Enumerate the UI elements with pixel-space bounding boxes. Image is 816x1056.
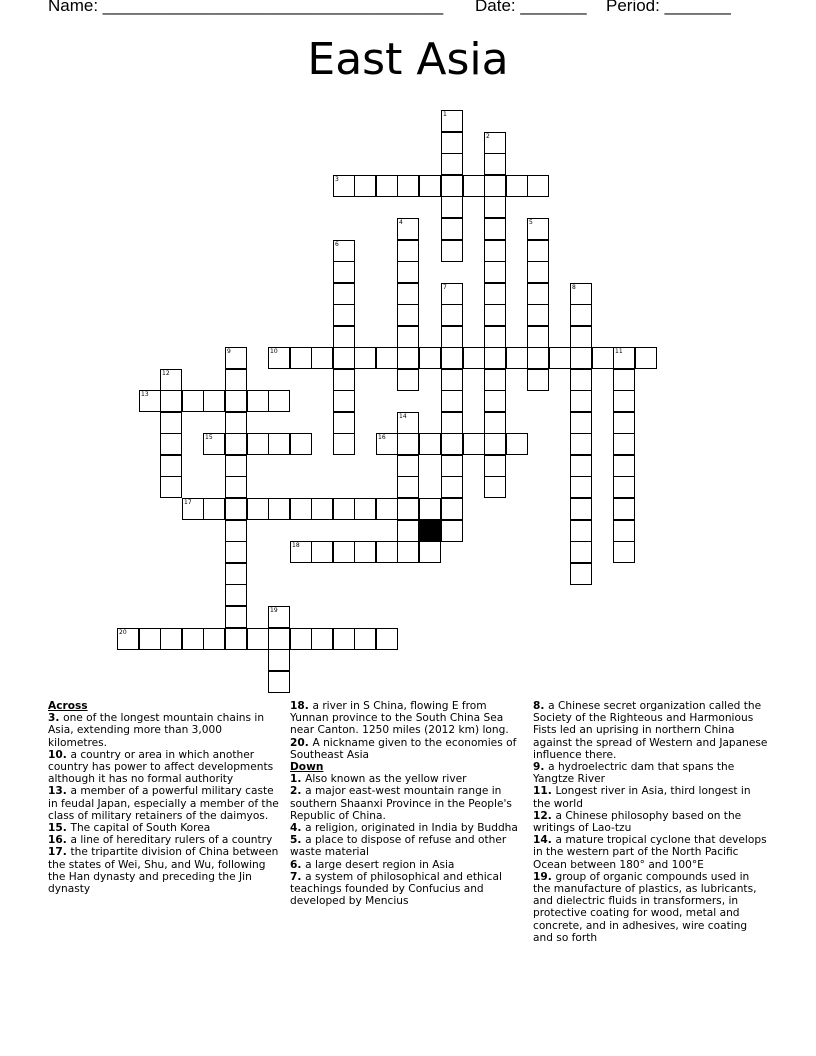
grid-cell[interactable] [290,498,312,520]
grid-cell[interactable] [290,433,312,455]
grid-cell[interactable] [354,347,376,369]
clue-item [48,785,284,822]
grid-cell[interactable] [354,175,376,197]
grid-cell[interactable] [441,498,463,520]
grid-cell[interactable] [570,326,592,348]
grid-cell[interactable] [484,283,506,305]
grid-cell[interactable] [570,304,592,326]
grid-cell[interactable] [419,347,441,369]
clue-number: 11 [615,348,623,355]
grid-cell[interactable] [225,541,247,563]
grid-cell[interactable] [333,390,355,412]
grid-cell[interactable] [527,326,549,348]
grid-cell[interactable] [397,412,419,434]
grid-cell[interactable] [570,476,592,498]
clue-num: 19. [533,870,556,883]
grid-cell[interactable] [441,369,463,391]
clue-number: 10 [270,348,278,355]
clue-number: 17 [184,499,192,506]
grid-cell[interactable] [419,498,441,520]
grid-cell[interactable] [613,390,635,412]
grid-cell[interactable] [397,347,419,369]
clue-text: a Chinese philosophy based on the writings of Lao-tzu [533,809,742,835]
clue-number: 16 [378,434,386,441]
grid-cell[interactable] [311,628,333,650]
grid-cell[interactable] [484,347,506,369]
clue-item [290,737,526,761]
grid-cell[interactable] [225,584,247,606]
grid-cell[interactable] [397,369,419,391]
grid-cell[interactable] [441,283,463,305]
grid-cell[interactable] [268,649,290,671]
clue-number: 8 [572,284,576,291]
grid-cell[interactable] [311,541,333,563]
clue-item [48,834,284,846]
grid-cell[interactable] [484,132,506,154]
grid-cell[interactable] [484,476,506,498]
grid-cell[interactable] [247,390,269,412]
grid-cell[interactable] [527,304,549,326]
clue-text: group of organic compounds used in the manufacture of plastics, as lubricants, and dielectric fluids in transformers, in protective coating for wood, metal and concrete, and in adhesives, wire coating and so forth [533,870,757,944]
grid-cell[interactable] [441,110,463,132]
grid-cell[interactable] [333,240,355,262]
grid-cell[interactable] [182,390,204,412]
grid-cell[interactable] [527,175,549,197]
grid-cell[interactable] [376,347,398,369]
grid-cell[interactable] [268,433,290,455]
grid-cell[interactable] [613,455,635,477]
grid-cell[interactable] [247,628,269,650]
clue-item [533,834,769,871]
clue-num: 11. [533,785,556,798]
grid-cell[interactable] [570,433,592,455]
clue-text: Longest river in Asia, third longest in the world [533,785,751,810]
clue-text: Also known as the yellow river [305,773,467,786]
grid-cell[interactable] [397,326,419,348]
clue-num: 4. [290,822,306,835]
clue-number: 7 [443,284,447,291]
clue-item [290,785,526,822]
grid-cell[interactable] [613,476,635,498]
down-heading: Down [290,761,324,774]
grid-cell[interactable] [139,390,161,412]
grid-cell[interactable] [484,304,506,326]
grid-cell[interactable] [225,433,247,455]
grid-cell[interactable] [225,476,247,498]
clue-item [48,846,284,895]
clue-text: a mature tropical cyclone that develops in the western part of the North Pacific Ocean between 180° and 100°E [533,834,767,871]
grid-cell[interactable] [354,498,376,520]
clue-text: a place to dispose of refuse and other waste material [290,834,507,859]
clue-text: a member of a powerful military caste in feudal Japan, especially a member of the class of military retainers of the daimyos. [48,785,279,822]
clue-num: 18. [290,700,313,712]
grid-cell[interactable] [441,153,463,175]
down-clue-list [290,773,526,907]
grid-cell[interactable] [527,218,549,240]
grid-cell[interactable] [484,240,506,262]
clue-num: 16. [48,834,71,847]
grid-cell[interactable] [160,433,182,455]
clues-column-1 [48,700,284,895]
clue-text: a river in S China, flowing E from Yunnan province to the South China Sea near Canton. 1250 miles (2012 km) long. [290,700,509,737]
clue-text: a religion, originated in India by Buddha [305,822,518,835]
period-field[interactable]: Period: _______ [606,0,731,15]
grid-cell[interactable] [441,347,463,369]
grid-cell[interactable] [484,196,506,218]
clue-num: 2. [290,785,306,798]
grid-cell[interactable] [441,196,463,218]
grid-cell[interactable] [268,498,290,520]
grid-cell[interactable] [397,240,419,262]
grid-cell[interactable] [225,390,247,412]
grid-cell[interactable] [354,628,376,650]
grid-cell[interactable] [441,390,463,412]
grid-cell[interactable] [441,412,463,434]
grid-cell[interactable] [419,175,441,197]
clue-text: The capital of South Korea [70,822,211,835]
grid-cell[interactable] [484,175,506,197]
clue-num: 20. [290,736,313,749]
grid-cell[interactable] [376,498,398,520]
clue-text: a large desert region in Asia [305,858,455,871]
clue-number: 3 [335,176,339,183]
grid-cell[interactable] [484,455,506,477]
grid-cell[interactable] [613,369,635,391]
grid-cell[interactable] [397,498,419,520]
grid-cell[interactable] [139,628,161,650]
clue-number: 9 [227,348,231,355]
clue-item [533,700,769,761]
grid-cell[interactable] [117,628,139,650]
grid-cell[interactable] [290,628,312,650]
clue-item [48,749,284,786]
grid-cell[interactable] [268,347,290,369]
grid-cell[interactable] [397,541,419,563]
clue-number: 6 [335,241,339,248]
grid-cell[interactable] [376,175,398,197]
grid-cell[interactable] [333,261,355,283]
clue-num: 3. [48,712,64,725]
grid-cell[interactable] [527,369,549,391]
clue-text: one of the longest mountain chains in Asia, extending more than 3,000 kilometres. [48,712,265,749]
clue-item [290,822,526,834]
grid-cell[interactable] [311,347,333,369]
grid-cell[interactable] [268,628,290,650]
clue-num: 5. [290,834,306,847]
clue-number: 15 [205,434,213,441]
grid-cell[interactable] [484,153,506,175]
grid-cell[interactable] [570,347,592,369]
grid-cell[interactable] [549,347,571,369]
grid-cell[interactable] [160,412,182,434]
grid-cell[interactable] [397,283,419,305]
name-field[interactable]: Name: ____________________________________ [48,0,444,15]
grid-cell[interactable] [376,433,398,455]
grid-cell[interactable] [484,218,506,240]
clue-num: 9. [533,761,549,774]
grid-cell[interactable] [333,412,355,434]
grid-cell[interactable] [397,455,419,477]
grid-cell[interactable] [570,390,592,412]
clue-number: 4 [399,219,403,226]
grid-cell[interactable] [225,498,247,520]
grid-cell[interactable] [160,455,182,477]
grid-cell[interactable] [397,218,419,240]
grid-cell[interactable] [333,433,355,455]
clue-text: the tripartite division of China between the states of Wei, Shu, and Wu, following the Han dynasty and preceding the Jin dynasty [48,846,279,896]
clue-num: 6. [290,858,306,871]
clue-number: 2 [486,133,490,140]
grid-cell[interactable] [225,455,247,477]
grid-cell[interactable] [333,175,355,197]
grid-cell[interactable] [247,433,269,455]
grid-cell[interactable] [333,283,355,305]
page-title: East Asia [307,34,509,85]
clue-num: 8. [533,700,549,712]
grid-cell[interactable] [527,240,549,262]
grid-cell[interactable] [397,520,419,542]
grid-cell[interactable] [441,433,463,455]
grid-cell[interactable] [441,175,463,197]
clues-column-2 [290,700,526,907]
grid-cell[interactable] [570,412,592,434]
clue-number: 1 [443,111,447,118]
grid-cell[interactable] [570,498,592,520]
grid-cell[interactable] [225,520,247,542]
grid-cell[interactable] [333,498,355,520]
grid-cell[interactable] [463,433,485,455]
grid-cell[interactable] [333,347,355,369]
grid-cell[interactable] [441,304,463,326]
clue-number: 12 [162,370,170,377]
grid-cell[interactable] [268,606,290,628]
clue-item [533,871,769,944]
grid-cell[interactable] [225,563,247,585]
grid-cell[interactable] [506,175,528,197]
grid-cell[interactable] [397,304,419,326]
clue-text: a line of hereditary rulers of a country [70,834,273,847]
grid-cell[interactable] [182,628,204,650]
grid-cell[interactable] [268,671,290,693]
grid-cell[interactable] [419,541,441,563]
grid-cell[interactable] [484,412,506,434]
grid-cell[interactable] [225,369,247,391]
grid-cell[interactable] [463,175,485,197]
grid-cell[interactable] [268,390,290,412]
grid-cell[interactable] [333,541,355,563]
grid-cell[interactable] [506,347,528,369]
grid-cell[interactable] [570,283,592,305]
clue-number: 20 [119,629,127,636]
grid-cell[interactable] [570,541,592,563]
grid-cell[interactable] [354,541,376,563]
student-info-header [0,0,816,22]
grid-cell[interactable] [613,520,635,542]
grid-cell[interactable] [290,541,312,563]
clue-num: 15. [48,822,71,835]
clue-text: a hydroelectric dam that spans the Yangtze River [533,761,735,786]
grid-cell[interactable] [333,369,355,391]
grid-cell[interactable] [484,433,506,455]
clue-number: 13 [141,391,149,398]
clue-text: a Chinese secret organization called the Society of the Righteous and Harmonious Fists led an uprising in northern China against the spread of Western and Japanese influence there. [533,700,768,761]
date-field[interactable]: Date: _______ [475,0,587,15]
clue-text: a country or area in which another country has power to affect developments although it has no formal authority [48,748,274,786]
grid-cell[interactable] [419,433,441,455]
grid-cell[interactable] [225,628,247,650]
clue-item [290,834,526,858]
grid-cell[interactable] [376,541,398,563]
grid-cell[interactable] [570,369,592,391]
grid-cell[interactable] [441,455,463,477]
grid-cell[interactable] [484,369,506,391]
grid-cell[interactable] [203,498,225,520]
black-square [419,520,441,542]
clue-text: a system of philosophical and ethical teachings founded by Confucius and developed by Mencius [290,870,502,908]
grid-cell[interactable] [613,347,635,369]
grid-cell[interactable] [441,240,463,262]
across-clue-list-cont [290,700,526,761]
grid-cell[interactable] [613,541,635,563]
grid-cell[interactable] [160,390,182,412]
grid-cell[interactable] [333,628,355,650]
grid-cell[interactable] [376,628,398,650]
clue-num: 17. [48,846,71,859]
grid-cell[interactable] [441,476,463,498]
grid-cell[interactable] [203,390,225,412]
grid-cell[interactable] [506,433,528,455]
grid-cell[interactable] [570,455,592,477]
grid-cell[interactable] [527,347,549,369]
grid-cell[interactable] [441,218,463,240]
grid-cell[interactable] [333,304,355,326]
down-clue-list-cont [533,700,769,944]
clue-number: 5 [529,219,533,226]
grid-cell[interactable] [247,498,269,520]
clue-item [48,712,284,749]
grid-cell[interactable] [570,520,592,542]
grid-cell[interactable] [397,261,419,283]
clue-num: 12. [533,809,556,822]
grid-cell[interactable] [463,347,485,369]
grid-cell[interactable] [225,347,247,369]
grid-cell[interactable] [635,347,657,369]
grid-cell[interactable] [160,369,182,391]
grid-cell[interactable] [203,433,225,455]
clue-number: 18 [292,542,300,549]
clue-num: 14. [533,834,556,847]
grid-cell[interactable] [570,563,592,585]
clue-item [290,871,526,908]
grid-cell[interactable] [527,283,549,305]
grid-cell[interactable] [527,261,549,283]
grid-cell[interactable] [441,326,463,348]
grid-cell[interactable] [225,412,247,434]
grid-cell[interactable] [225,606,247,628]
grid-cell[interactable] [613,412,635,434]
clue-text: A nickname given to the economies of Southeast Asia [290,736,517,761]
clue-item [533,785,769,809]
grid-cell[interactable] [441,520,463,542]
grid-cell[interactable] [613,433,635,455]
clue-item [290,859,526,871]
clue-num: 1. [290,773,306,786]
grid-cell[interactable] [613,498,635,520]
clue-item [290,773,526,785]
grid-cell[interactable] [203,628,225,650]
clue-number: 14 [399,413,407,420]
grid-cell[interactable] [592,347,614,369]
clue-num: 13. [48,785,71,798]
clue-text: a major east-west mountain range in southern Shaanxi Province in the People's Republic of China. [290,785,512,822]
clue-item [290,700,526,737]
clue-item [533,810,769,834]
clue-num: 10. [48,748,71,761]
across-clue-list [48,712,284,895]
grid-cell[interactable] [484,390,506,412]
grid-cell[interactable] [333,326,355,348]
grid-cell[interactable] [484,326,506,348]
grid-cell[interactable] [311,498,333,520]
across-heading: Across [48,700,88,712]
clue-num: 7. [290,870,306,883]
grid-cell[interactable] [441,132,463,154]
grid-cell[interactable] [160,476,182,498]
grid-cell[interactable] [397,175,419,197]
grid-cell[interactable] [182,498,204,520]
grid-cell[interactable] [160,628,182,650]
clue-item [533,761,769,785]
grid-cell[interactable] [484,261,506,283]
grid-cell[interactable] [290,347,312,369]
clue-number: 19 [270,607,278,614]
clue-item [48,822,284,834]
clues-column-3 [533,700,769,944]
grid-cell[interactable] [397,476,419,498]
grid-cell[interactable] [397,433,419,455]
